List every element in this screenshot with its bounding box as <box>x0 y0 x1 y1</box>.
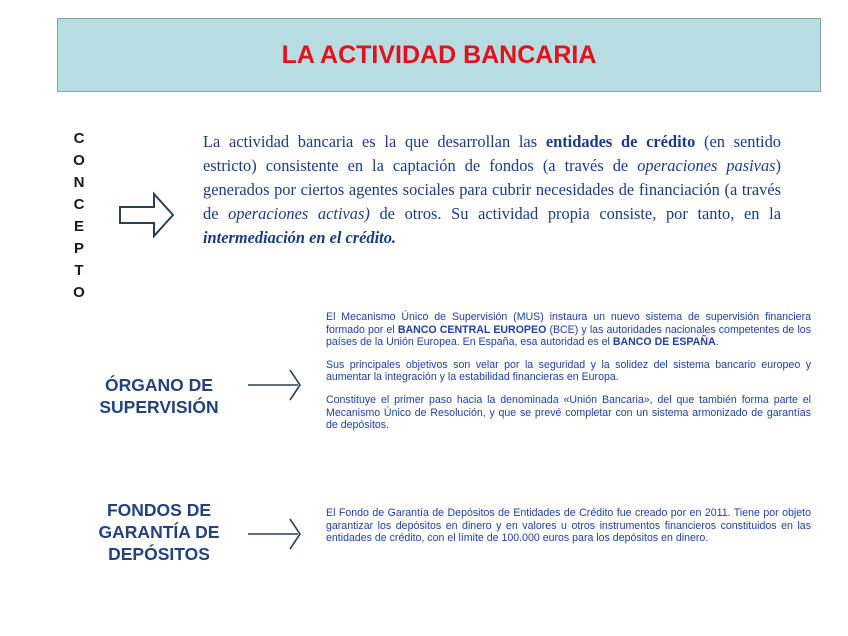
concepto-paragraph: La actividad bancaria es la que desarrollan las entidades de crédito (en sentido estricto) consistente en la captación de fondos (a través de operaciones pasivas) generados por ciertos agentes sociales para cubrir necesidades de financiación (a través de operaciones activas) de otros. Su actividad propia consiste, por tanto, en la intermediación en el crédito. <box>203 132 781 247</box>
union-bancaria-paragraph: Constituye el primer paso hacia la denominada «Unión Bancaria», del que también forma parte el Mecanismo Único de Resolución, y que se prevé completar con un sistema armonizado de garantías de depósitos. <box>326 393 811 432</box>
concepto-letter: O <box>73 284 85 301</box>
page-title: LA ACTIVIDAD BANCARIA <box>281 40 597 69</box>
fgd-paragraph: El Fondo de Garantía de Depósitos de Entidades de Crédito fue creado por en 2011. Tiene por objeto garantizar los depósitos en dinero y en valores u otros instrumentos financieros constituidos en las entidades de crédito, con el límite de 100.000 euros para los depósitos en dinero. <box>326 507 811 545</box>
operaciones-pasivas-term: operaciones pasivas <box>637 156 776 175</box>
concepto-letter: C <box>73 196 85 213</box>
concepto-vertical-label <box>72 128 86 304</box>
organo-supervision-heading: ÓRGANO DE SUPERVISIÓN <box>99 375 219 417</box>
banco-espana-term: BANCO DE ESPAÑA <box>612 336 716 349</box>
objetivos-paragraph: Sus principales objetivos son velar por la seguridad y la solidez del sistema bancario europeo y aumentar la integración y la estabilidad financieras en Europa. <box>326 358 811 384</box>
concepto-letter: O <box>73 152 85 169</box>
operaciones-activas-term: operaciones activas) <box>228 204 370 223</box>
title-banner <box>57 18 821 92</box>
entidades-credito-term: entidades de crédito <box>545 132 696 151</box>
fondos-garantia-heading: FONDOS DE GARANTÍA DE DEPÓSITOS <box>98 500 220 564</box>
line-right-arrow-icon <box>246 517 302 553</box>
hollow-right-arrow-icon <box>118 191 176 239</box>
line-right-arrow-icon <box>246 368 302 404</box>
fondos-garantia-text <box>326 507 811 555</box>
organo-supervision-text <box>326 311 811 442</box>
bce-term: BANCO CENTRAL EUROPEO <box>397 323 547 336</box>
concepto-letter: P <box>73 240 84 257</box>
mus-paragraph: El Mecanismo Único de Supervisión (MUS) instaura un nuevo sistema de supervisión financiera formado por el BANCO CENTRAL EUROPEO (BCE) y las autoridades nacionales competentes de los países de la Unión Europea. En España, esa autoridad es el BANCO DE ESPAÑA. <box>326 311 811 349</box>
concepto-letter: E <box>73 218 84 235</box>
concepto-letter: T <box>74 262 84 279</box>
concepto-letter: N <box>73 174 85 191</box>
concepto-letter: C <box>73 130 85 147</box>
intermediacion-term: intermediación en el crédito. <box>203 228 397 247</box>
